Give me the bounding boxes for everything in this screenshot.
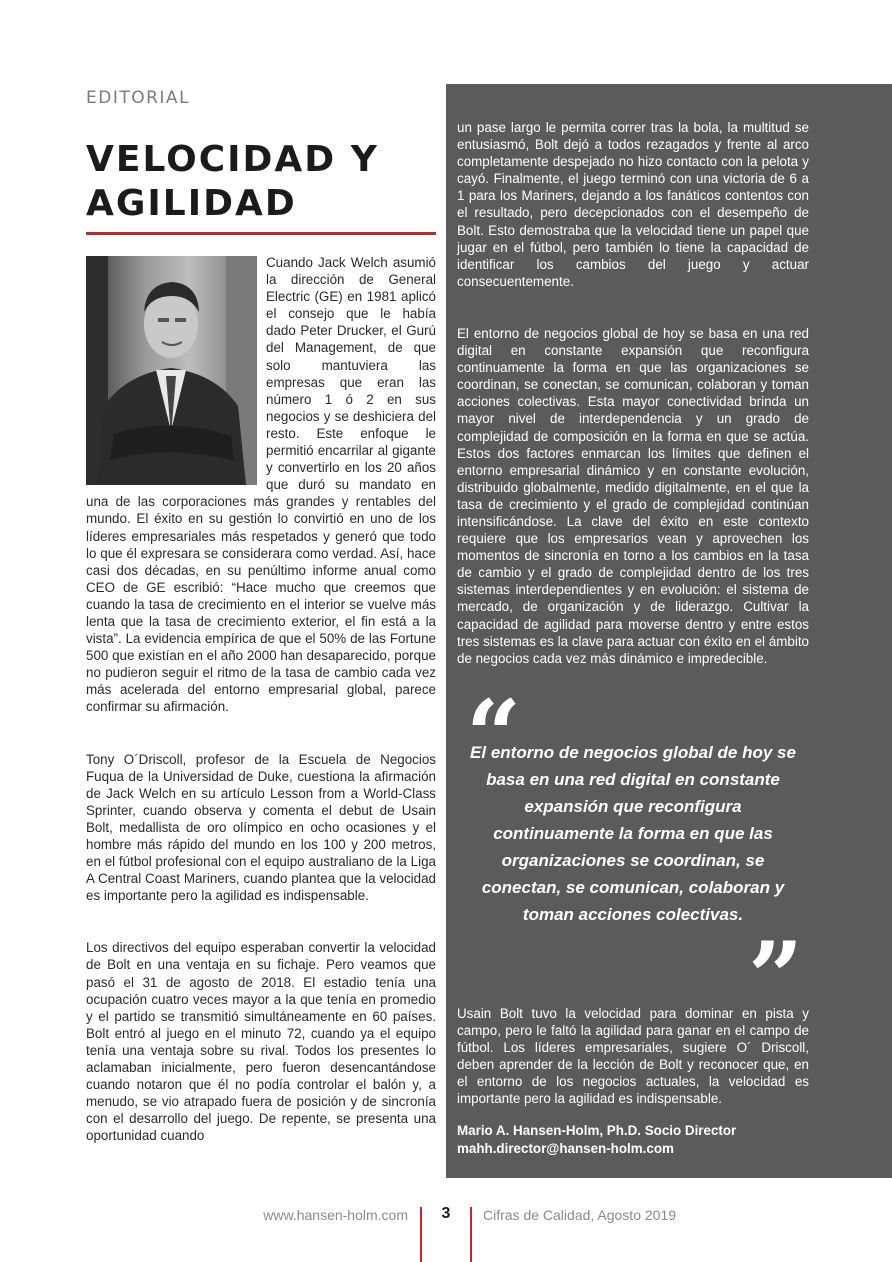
- footer-website: www.hansen-holm.com: [263, 1207, 408, 1223]
- article-headline: [86, 138, 436, 226]
- footer-divider-right: [470, 1207, 472, 1262]
- headline-line-1: VELOCIDAD Y: [86, 139, 379, 180]
- left-column: [86, 254, 436, 1180]
- author-name-title: Mario A. Hansen-Holm, Ph.D. Socio Director: [457, 1122, 737, 1138]
- closing-section: [457, 1005, 809, 1158]
- closing-paragraph: Usain Bolt tuvo la velocidad para dominar en pista y campo, pero le faltó la agilidad para ganar en el campo de fútbol. Los líderes empresariales, sugiere O´ Driscoll, deben aprender de la lección de Bolt y reconocer que, en el entorno de los negocios actuales, la velocidad es importante pero la agilidad es indispensable.: [457, 1006, 809, 1107]
- section-label: EDITORIAL: [86, 88, 191, 108]
- article-paragraph-4: un pase largo le permita correr tras la bola, la multitud se entusiasmó, Bolt dejó a todos rezagados y frente al arco completamente despejado no hizo contacto con la pelota y cayó. Finalmente, el juego terminó con una victoria de 6 a 1 para los Mariners, dejando a los fanáticos contentos con el resultado, pero decepcionados con el desempeño de Bolt. Esto demostraba que la velocidad tiene un papel que jugar en el fútbol, pero también lo tiene la capacidad de identificar los cambios del juego y actuar consecuentemente.: [457, 120, 809, 289]
- article-paragraph-5: El entorno de negocios global de hoy se basa en una red digital en constante expansión que reconfigura continuamente la forma en que las organizaciones se coordinan, se conectan, se comunican, colaboran y toman acciones colectivas. Esta mayor conectividad brinda un mayor nivel de interdependencia y un grado de complejidad de composición en la forma en que se actúa. Estos dos factores enmarcan los límites que definen el entorno empresarial dinámico y en constante evolución, distribuido globalmente, medido digitalmente, en el que la tasa de crecimiento y el grado de complejidad continúan intensificándose. La clave del éxito en este contexto requiere que los empresarios vean y aprovechen los momentos de sincronía en torno a los cambios en la tasa de cambio y el grado de complejidad dentro de los tres sistemas interdependientes y en evolución: el sistema de mercado, de organización y de liderazgo. Cultivar la capacidad de agilidad para moverse dentro y entre estos tres sistemas es la clave para actuar con éxito en el ámbito de negocios cada vez más dinámico e impredecible.: [457, 325, 809, 666]
- article-paragraph-2: Tony O´Driscoll, profesor de la Escuela de Negocios Fuqua de la Universidad de Duke, cuestiona la afirmación de Jack Welch en su artículo Lesson from a World-Class Sprinter, cuando observa y comenta el debut de Usain Bolt, medallista de oro olímpico en ocho ocasiones y el hombre más rápido del mundo en los 100 y 200 metros, en el fútbol profesional con el equipo australiano de la Liga A Central Coast Mariners, cuando plantea que la velocidad es importante pero la agilidad es indispensable.: [86, 751, 436, 904]
- open-quote-icon: “: [466, 679, 522, 792]
- close-quote-icon: ”: [748, 921, 804, 1034]
- article-paragraph-1: [86, 254, 436, 716]
- footer-publication: Cifras de Calidad, Agosto 2019: [483, 1207, 677, 1223]
- portrait-photo-icon: [86, 256, 257, 485]
- headline-divider: [86, 232, 436, 235]
- author-email: mahh.director@hansen-holm.com: [457, 1140, 674, 1156]
- article-paragraph-3: Los directivos del equipo esperaban convertir la velocidad de Bolt en una ventaja en su fichaje. Pero veamos que pasó el 31 de agosto de 2018. El estadio tenía una ocupación cuatro veces mayor a la que tenía en promedio y el partido se transmitió simultáneamente en 60 países. Bolt entró al juego en el minuto 72, cuando ya el equipo tenía una ventaja sobre su rival. Todos los presentes lo aclamaban inicialmente, pero fueron desencantándose cuando notaron que él no podía controlar el balón y, a menudo, se vio atrapado fuera de posición y de sincronía con el desarrollo del juego. De repente, se presenta una oportunidad cuando: [86, 940, 436, 1144]
- author-signature: [457, 1122, 809, 1158]
- page-number: 3: [441, 1205, 451, 1222]
- pull-quote: El entorno de negocios global de hoy se basa en una red digital en constante expansión que reconfigura continuamente la forma en que las organizaciones se coordinan, se conectan, se comunican, colaboran y toman acciones colectivas.: [470, 743, 796, 924]
- right-column: [457, 119, 809, 702]
- footer-divider-left: [420, 1207, 422, 1262]
- headline-line-2: AGILIDAD: [86, 183, 297, 224]
- article-paragraph-1-text: Cuando Jack Welch asumió la dirección de General Electric (GE) en 1981 aplicó el consejo que le había dado Peter Drucker, el Gurú del Management, de que solo mantuviera las empresas que eran las número 1 ó 2 en sus negocios y se deshiciera del resto. Este enfoque le permitió encarrilar al gigante y convertirlo en los 20 años que duró su mandato en una de las corporaciones más grandes y rentables del mundo. El éxito en su gestión lo convirtió en uno de los líderes empresariales más respetados y generó que todo lo que él expresara se considerara como verdad. Así, hace casi dos décadas, en su penúltimo informe anual como CEO de GE escribió: “Hace mucho que creemos que cuando la tasa de crecimiento en el interior se vuelve más lenta que la tasa de crecimiento exterior, el fin está a la vista”. La evidencia empírica de que el 50% de las Fortune 500 que existían en el año 2000 han desaparecido, porque no pudieron seguir el ritmo de la tasa de cambio cada vez más acelerada del entorno empresarial global, parece confirmar su afirmación.: [86, 255, 436, 715]
